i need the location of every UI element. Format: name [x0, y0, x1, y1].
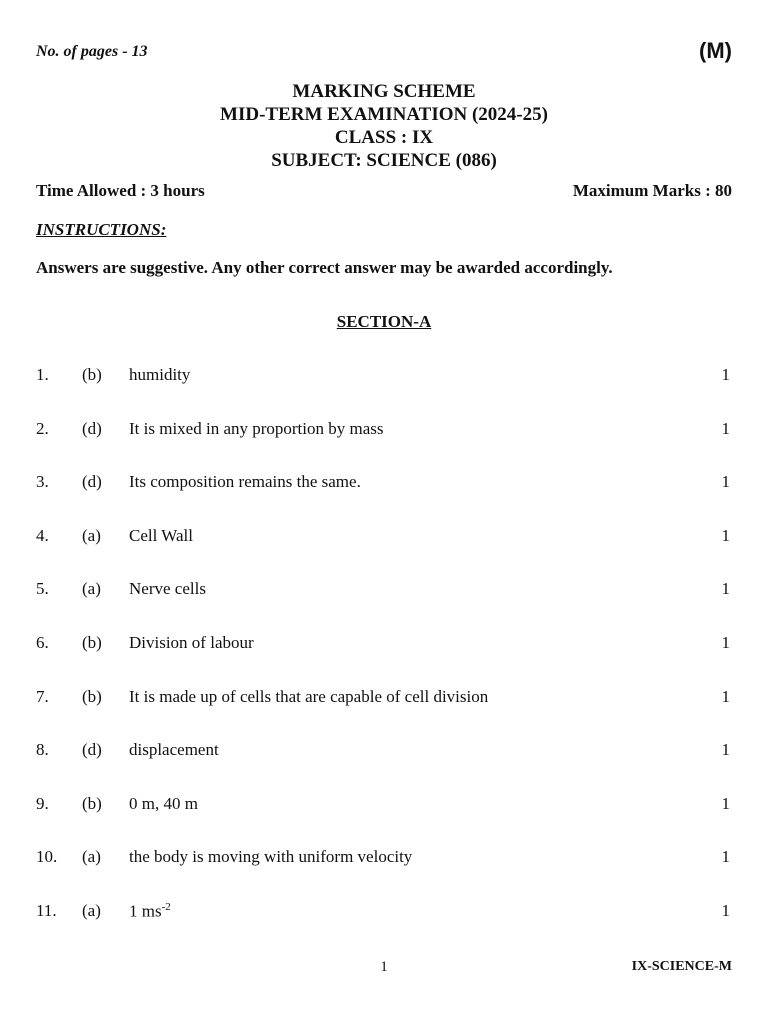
question-number: 8. [36, 740, 49, 760]
answer-mark: 1 [721, 632, 730, 652]
question-number: 11. [36, 900, 57, 920]
question-number: 6. [36, 632, 49, 652]
paper-code: (M) [699, 38, 732, 63]
question-number: 10. [36, 847, 58, 867]
answer-option: (d) [82, 472, 102, 492]
answer-mark: 1 [721, 686, 730, 706]
answer-text: displacement [129, 740, 219, 760]
answer-text: Division of labour [129, 632, 254, 652]
title-block [0, 80, 768, 172]
question-number: 3. [36, 472, 49, 492]
section-heading: SECTION-A [336, 312, 432, 331]
answer-text: 0 m, 40 m [129, 793, 198, 813]
subject-title: SUBJECT: SCIENCE (086) [271, 150, 497, 171]
answer-row [36, 416, 732, 470]
answer-text [129, 901, 171, 922]
answer-row [36, 791, 732, 845]
answer-row [36, 684, 732, 738]
answer-row [36, 469, 732, 523]
answer-text: Its composition remains the same. [129, 472, 361, 492]
answer-mark: 1 [721, 793, 730, 813]
answer-option: (a) [82, 579, 101, 599]
answer-option: (a) [82, 525, 101, 545]
answer-option: (b) [82, 365, 102, 384]
exam-meta [36, 181, 732, 201]
answer-row [36, 362, 732, 416]
answer-mark: 1 [721, 365, 730, 384]
time-allowed: Time Allowed : 3 hours [36, 181, 205, 200]
question-number: 9. [36, 793, 49, 813]
question-number: 4. [36, 525, 49, 545]
answer-mark: 1 [721, 525, 730, 545]
answer-row [36, 576, 732, 630]
doc-title: MARKING SCHEME [292, 81, 476, 102]
answer-option: (a) [82, 847, 101, 867]
answer-text: the body is moving with uniform velocity [129, 847, 413, 867]
instructions-text: Answers are suggestive. Any other correct answer may be awarded accordingly. [36, 258, 613, 277]
question-number: 2. [36, 418, 49, 438]
answer-text: Nerve cells [129, 579, 206, 599]
answer-text: Cell Wall [129, 525, 193, 545]
answer-text-base: 1 ms [129, 901, 162, 921]
page-number: 1 [380, 959, 388, 975]
question-number: 7. [36, 686, 49, 706]
answer-row [36, 630, 732, 684]
answer-mark: 1 [721, 740, 730, 760]
answer-text: It is mixed in any proportion by mass [129, 418, 384, 438]
answer-text: humidity [129, 365, 191, 384]
answer-mark: 1 [721, 900, 730, 920]
question-number: 5. [36, 579, 49, 599]
answer-mark: 1 [721, 847, 730, 867]
answer-text: It is made up of cells that are capable of cell division [129, 686, 489, 706]
answer-option: (b) [82, 686, 102, 706]
question-number: 1. [36, 365, 49, 384]
answer-row [36, 523, 732, 577]
answer-option: (b) [82, 632, 102, 652]
class-title: CLASS : IX [334, 127, 434, 148]
answer-mark: 1 [721, 472, 730, 492]
footer-code: IX-SCIENCE-M [631, 959, 732, 974]
exam-title: MID-TERM EXAMINATION (2024-25) [220, 104, 548, 125]
answer-row [36, 844, 732, 898]
answer-row [36, 898, 732, 952]
answer-option: (d) [82, 740, 102, 760]
answer-option: (d) [82, 418, 102, 438]
answer-option: (b) [82, 793, 102, 813]
answer-mark: 1 [721, 579, 730, 599]
answer-text-exponent: -2 [161, 900, 171, 913]
instructions-heading: INSTRUCTIONS: [36, 220, 167, 239]
answer-option: (a) [82, 900, 101, 920]
maximum-marks: Maximum Marks : 80 [572, 181, 732, 200]
answer-mark: 1 [721, 418, 730, 438]
answer-list [36, 362, 732, 952]
answer-row [36, 737, 732, 791]
page-count: No. of pages - 13 [36, 43, 148, 60]
